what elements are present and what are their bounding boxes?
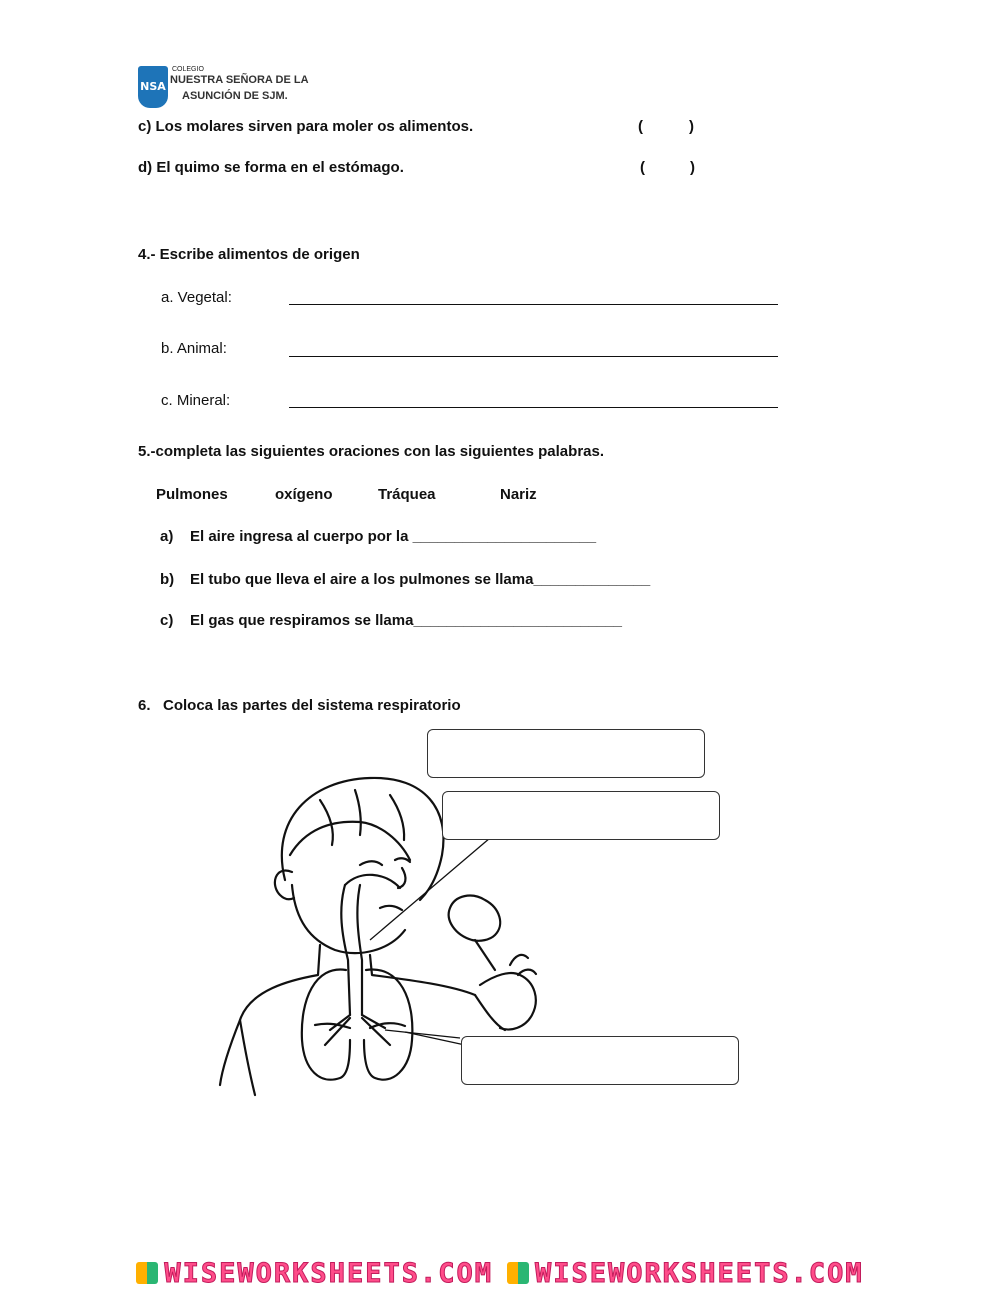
- section-4-title: 4.- Escribe alimentos de origen: [138, 246, 360, 263]
- section-5-title: 5.-completa las siguientes oraciones con las siguientes palabras.: [138, 443, 605, 460]
- logo-line-1: NUESTRA SEÑORA DE LA: [170, 74, 309, 86]
- label-box-nose[interactable]: [427, 729, 705, 778]
- wiseworksheets-logo-icon: [507, 1262, 529, 1284]
- school-logo: [138, 66, 308, 110]
- logo-line-2: ASUNCIÓN DE SJM.: [182, 90, 288, 102]
- answer-paren-close-3c: ): [689, 118, 694, 135]
- footer-watermark: [0, 1255, 1000, 1291]
- sentence-letter: a): [160, 528, 174, 545]
- sentence-fill-in[interactable]: El gas que respiramos se llama_________________________: [190, 612, 622, 629]
- origin-label-mineral: c. Mineral:: [161, 392, 231, 409]
- logo-badge: NSA: [138, 66, 168, 108]
- footer-text: WISEWORKSHEETS.COM: [164, 1257, 493, 1289]
- word-bank-item: Nariz: [500, 486, 537, 503]
- label-box-lungs[interactable]: [461, 1036, 739, 1085]
- word-bank-item: Pulmones: [156, 486, 228, 503]
- word-bank-item: oxígeno: [275, 486, 333, 503]
- question-3c: c) Los molares sirven para moler os alimentos.: [138, 118, 474, 135]
- answer-line-vegetal[interactable]: [289, 304, 778, 305]
- answer-field-3c[interactable]: [650, 116, 686, 136]
- origin-label-animal: b. Animal:: [161, 340, 227, 357]
- footer-text: WISEWORKSHEETS.COM: [535, 1257, 864, 1289]
- answer-line-mineral[interactable]: [289, 407, 778, 408]
- answer-paren-close-3d: ): [690, 159, 695, 176]
- question-3d: d) El quimo se forma en el estómago.: [138, 159, 404, 176]
- answer-field-3d[interactable]: [652, 157, 688, 177]
- section-6-title: 6. Coloca las partes del sistema respiratorio: [138, 697, 461, 714]
- sentence-fill-in[interactable]: El aire ingresa al cuerpo por la ______________________: [190, 528, 597, 545]
- origin-label-vegetal: a. Vegetal:: [161, 289, 232, 306]
- answer-paren-open-3d: (: [640, 159, 645, 176]
- sentence-letter: b): [160, 571, 175, 588]
- answer-paren-open-3c: (: [638, 118, 643, 135]
- word-bank-item: Tráquea: [378, 486, 436, 503]
- sentence-fill-in[interactable]: El tubo que lleva el aire a los pulmones se llama______________: [190, 571, 651, 588]
- wiseworksheets-logo-icon: [136, 1262, 158, 1284]
- label-box-trachea[interactable]: [442, 791, 720, 840]
- logo-small-text: COLEGIO: [172, 66, 204, 73]
- sentence-letter: c): [160, 612, 174, 629]
- answer-line-animal[interactable]: [289, 356, 778, 357]
